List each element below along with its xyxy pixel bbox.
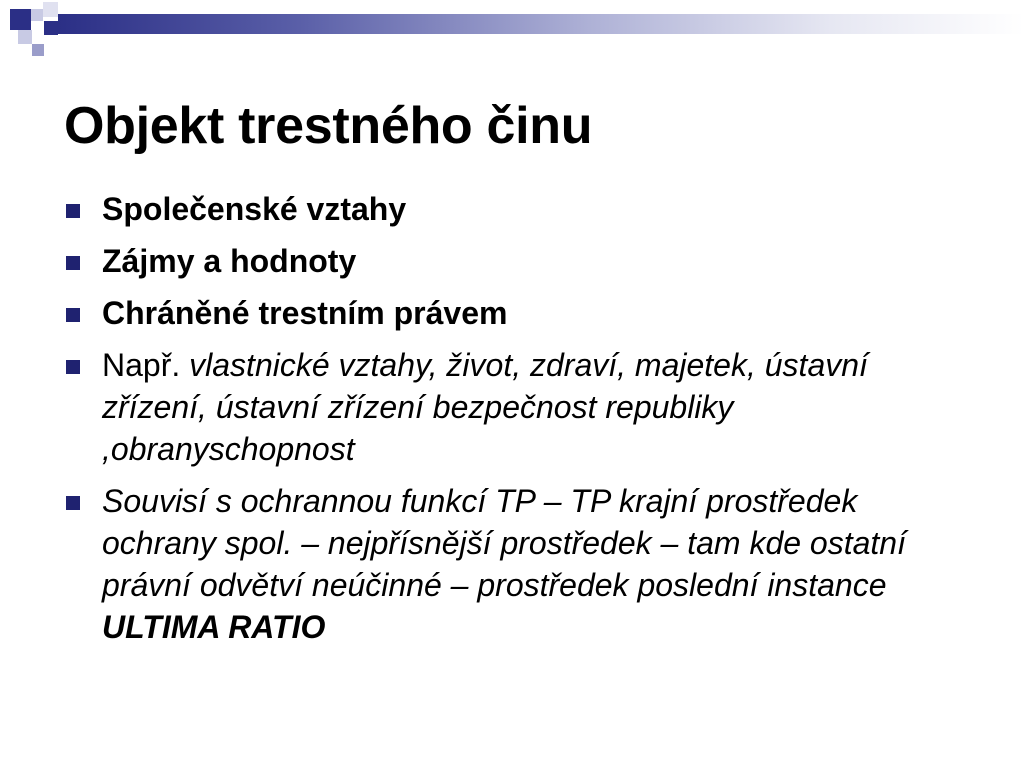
bullet-lead-text: Např. xyxy=(102,347,190,383)
header-gradient-bar xyxy=(58,14,1024,34)
decorative-square xyxy=(31,9,43,21)
bullet-text: Souvisí s ochrannou funkcí TP – TP krajní prostředek ochrany spol. – nejpřísnější prostředek – tam kde ostatní právní odvětví neúčinné – prostředek poslední instance xyxy=(102,483,906,603)
bullet-square-icon xyxy=(66,308,80,322)
bullet-text: Chráněné trestním právem xyxy=(102,295,508,331)
bullet-item xyxy=(62,188,962,230)
bullet-item xyxy=(62,292,962,334)
bullet-square-icon xyxy=(66,496,80,510)
bullet-item xyxy=(62,480,962,648)
bullet-item xyxy=(62,240,962,282)
bullet-text: Zájmy a hodnoty xyxy=(102,243,357,279)
bullet-item xyxy=(62,344,962,470)
bullet-square-icon xyxy=(66,256,80,270)
decorative-square xyxy=(44,21,58,35)
bullet-list xyxy=(62,188,962,658)
decorative-square xyxy=(32,44,44,56)
header-decoration xyxy=(0,0,1024,64)
decorative-square xyxy=(18,30,32,44)
bullet-text: Společenské vztahy xyxy=(102,191,407,227)
bullet-emphasis: ULTIMA RATIO xyxy=(102,609,326,645)
decorative-square xyxy=(10,9,31,30)
bullet-text: vlastnické vztahy, život, zdraví, majetek, ústavní zřízení, ústavní zřízení bezpečnost republiky ,obranyschopnost xyxy=(102,347,868,467)
bullet-square-icon xyxy=(66,360,80,374)
bullet-square-icon xyxy=(66,204,80,218)
decorative-square xyxy=(43,2,58,17)
slide-title: Objekt trestného činu xyxy=(64,97,593,155)
